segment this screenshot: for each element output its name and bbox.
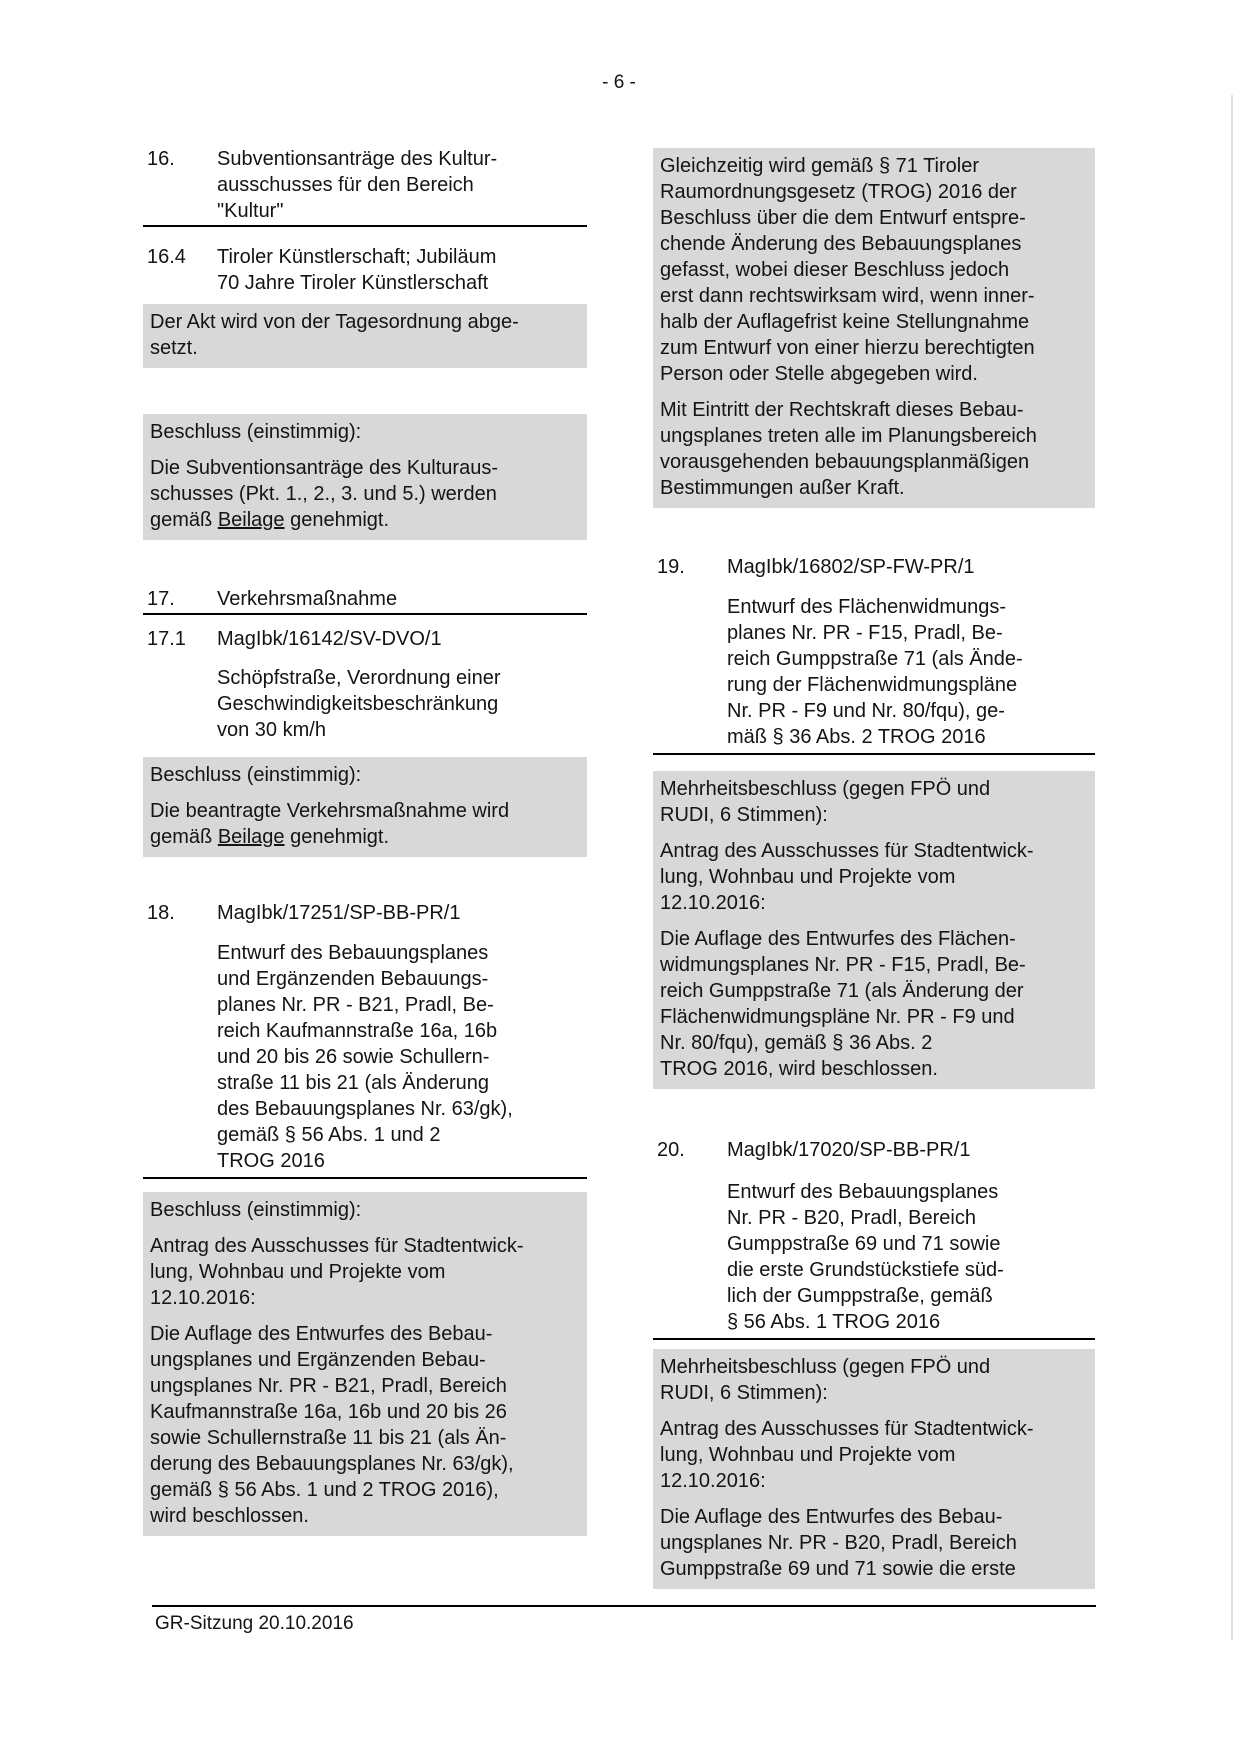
heading-16-4 <box>143 244 587 296</box>
decision-tail-line: gemäß Beilage genehmigt. <box>150 509 390 531</box>
item-description: Schöpfstraße, Verordnung einer Geschwindigkeitsbeschränkung von 30 km/h <box>217 667 501 741</box>
decision-box-16 <box>143 414 587 540</box>
heading-17 <box>143 586 587 615</box>
case-reference: MagIbk/16142/SV-DVO/1 <box>217 628 442 650</box>
heading-16 <box>143 146 587 227</box>
item-number: 20. <box>657 1139 685 1161</box>
decision-text: Die Auflage des Entwurfes des Bebau- ungsplanes und Ergänzenden Bebau- ungsplanes Nr. PR - B21, Pradl, Bereich Kaufmannstraße 16a, 16b und 20 bis 26 sowie Schullernstraße 11 bis 21 (als Än- derung des Bebauungsplanes Nr. 63/gk), gemäß § 56 Abs. 1 und 2 TROG 2016), wird beschlossen. <box>150 1323 514 1527</box>
item-18 <box>143 900 587 1179</box>
left-column <box>143 0 587 1536</box>
item-number: 17.1 <box>147 628 186 650</box>
decision-box-17-1 <box>143 757 587 857</box>
decision-body: Die Subventionsanträge des Kulturaus- schusses (Pkt. 1., 2., 3. und 5.) werden <box>150 457 498 505</box>
removal-notice-box <box>143 304 587 368</box>
beilage-reference: Beilage <box>217 826 285 848</box>
heading-text: Tiroler Künstlerschaft; Jubiläum 70 Jahre Tiroler Künstlerschaft <box>217 246 497 294</box>
decision-title: Mehrheitsbeschluss (gegen FPÖ und RUDI, 6 Stimmen): <box>660 1356 991 1404</box>
decision-motion: Antrag des Ausschusses für Stadtentwick- lung, Wohnbau und Projekte vom 12.10.2016: <box>660 1418 1034 1492</box>
case-reference: MagIbk/17020/SP-BB-PR/1 <box>727 1139 971 1161</box>
item-number: 16.4 <box>147 246 186 268</box>
decision-title: Beschluss (einstimmig): <box>150 764 362 786</box>
decision-tail-line: gemäß Beilage genehmigt. <box>150 826 390 848</box>
item-20 <box>653 1137 1095 1340</box>
heading-text: Verkehrsmaßnahme <box>217 588 398 610</box>
item-number: 19. <box>657 556 685 578</box>
item-description: Entwurf des Bebauungsplanes und Ergänzenden Bebauungs- planes Nr. PR - B21, Pradl, Be- reich Kaufmannstraße 16a, 16b und 20 bis 26 sowie Schullern- straße 11 bis 21 (als Änderung des Bebauungsplanes Nr. 63/gk), gemäß § 56 Abs. 1 und 2 TROG 2016 <box>143 940 587 1179</box>
item-number: 16. <box>147 148 175 170</box>
item-description: Entwurf des Flächenwidmungs- planes Nr. PR - F15, Pradl, Be- reich Gumppstraße 71 (als Ände- rung der Flächenwidmungspläne Nr. PR - F9 und Nr. 80/fqu), ge- mäß § 36 Abs. 2 TROG 2016 <box>653 594 1095 755</box>
item-number: 18. <box>147 902 175 924</box>
decision-text: Die Auflage des Entwurfes des Bebau- ungsplanes Nr. PR - B20, Pradl, Bereich Gumppstraße 69 und 71 sowie die erste <box>660 1506 1017 1580</box>
legal-effect-paragraph-2: Mit Eintritt der Rechtskraft dieses Bebau- ungsplanes treten alle im Planungsbereich vorausgehenden bebauungsplanmäßigen Bestimmungen außer Kraft. <box>660 399 1037 499</box>
decision-motion: Antrag des Ausschusses für Stadtentwick- lung, Wohnbau und Projekte vom 12.10.2016: <box>660 840 1034 914</box>
decision-text: Die Auflage des Entwurfes des Flächen- widmungsplanes Nr. PR - F15, Pradl, Be- reich Gumppstraße 71 (als Änderung der Flächenwidmungspläne Nr. PR - F9 und Nr. 80/fqu), gemäß § 36 Abs. 2 TROG 2016, wird beschlossen. <box>660 928 1026 1080</box>
legal-effect-paragraph-1: Gleichzeitig wird gemäß § 71 Tiroler Raumordnungsgesetz (TROG) 2016 der Beschluss über die dem Entwurf entspre- chende Änderung des Bebauungsplanes gefasst, wobei dieser Beschluss jedoch erst dann rechtswirksam wird, wenn inner- halb der Auflagefrist keine Stellungnahme zum Entwurf von einer hierzu berechtigten Person oder Stelle abgegeben wird. <box>660 155 1035 385</box>
decision-title: Beschluss (einstimmig): <box>150 1199 362 1221</box>
decision-text <box>150 798 577 850</box>
notice-text: Der Akt wird von der Tagesordnung abge- setzt. <box>150 311 519 359</box>
case-reference: MagIbk/17251/SP-BB-PR/1 <box>217 902 461 924</box>
decision-text <box>150 455 577 533</box>
item-19 <box>653 554 1095 755</box>
decision-motion: Antrag des Ausschusses für Stadtentwick- lung, Wohnbau und Projekte vom 12.10.2016: <box>150 1235 524 1309</box>
footer-session-label: GR-Sitzung 20.10.2016 <box>155 1613 354 1634</box>
footer-divider <box>152 1605 1096 1607</box>
item-17-1 <box>143 626 587 743</box>
legal-effect-box <box>653 148 1095 508</box>
decision-title: Mehrheitsbeschluss (gegen FPÖ und RUDI, 6 Stimmen): <box>660 778 991 826</box>
page-number: - 6 - <box>602 72 636 93</box>
beilage-reference: Beilage <box>217 509 285 531</box>
decision-box-19 <box>653 771 1095 1089</box>
decision-box-20 <box>653 1349 1095 1589</box>
decision-box-18 <box>143 1192 587 1536</box>
scan-edge-artifact <box>1231 95 1233 1640</box>
right-column <box>653 0 1095 1589</box>
decision-title: Beschluss (einstimmig): <box>150 421 362 443</box>
case-reference: MagIbk/16802/SP-FW-PR/1 <box>727 556 975 578</box>
heading-text: Subventionsanträge des Kultur- ausschusses für den Bereich "Kultur" <box>217 148 498 222</box>
item-number: 17. <box>147 588 175 610</box>
decision-body: Die beantragte Verkehrsmaßnahme wird <box>150 800 510 822</box>
item-description: Entwurf des Bebauungsplanes Nr. PR - B20, Pradl, Bereich Gumppstraße 69 und 71 sowie die erste Grundstückstiefe süd- lich der Gumppstraße, gemäß § 56 Abs. 1 TROG 2016 <box>653 1179 1095 1340</box>
